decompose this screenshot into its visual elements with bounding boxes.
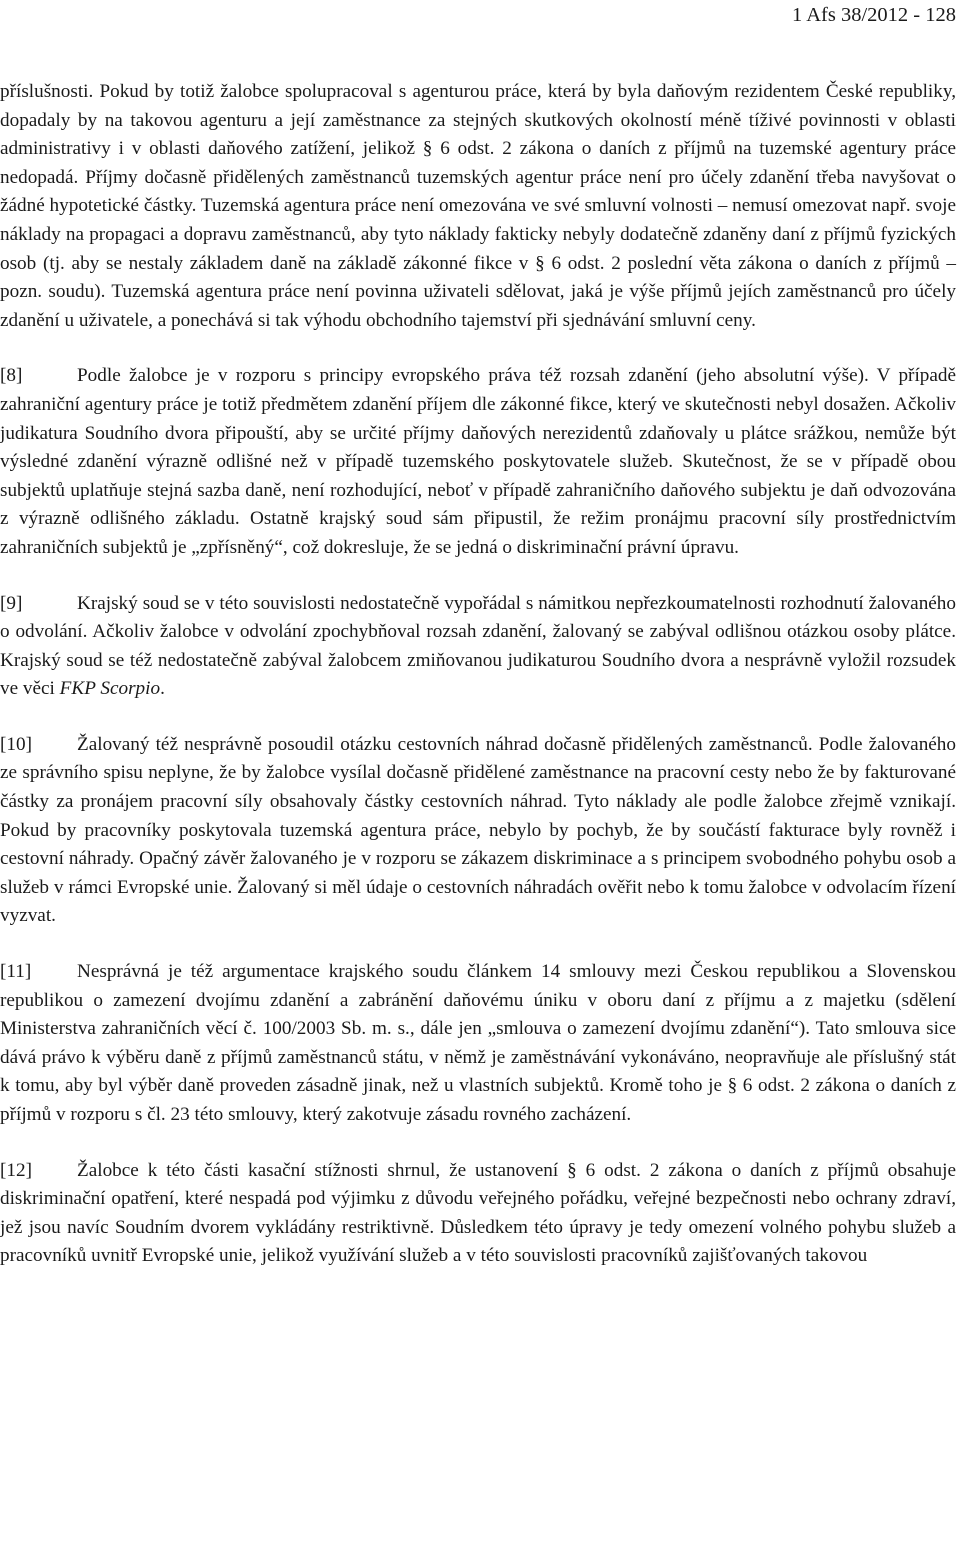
paragraph-number: [10] [0, 733, 32, 755]
paragraph-text: Žalobce k této části kasační stížnosti shrnul, že ustanovení § 6 odst. 2 zákona o daních z příjmů obsahuje diskriminační opatření, které nespadá pod výjimku z důvodu veřejného pořádku, veřejné bezpečnosti nebo ochrany zdraví, jež jsou navíc Soudním dvorem vykládány restriktivně. Důsledkem této úpravy je tedy omezení volného pohybu služeb a pracovníků uvnitř Evropské unie, jelikož využívání služeb a v této souvislosti pracovníků zajišťovaných takovou [0, 1159, 956, 1267]
paragraph-number: [9] [0, 592, 23, 614]
paragraph-number: [12] [0, 1159, 32, 1181]
paragraph-number: [8] [0, 365, 23, 387]
case-reference: 1 Afs 38/2012 - 128 [792, 4, 956, 26]
paragraph-text-end: . [160, 678, 165, 700]
paragraph-8 [0, 362, 956, 562]
paragraph-text: Žalovaný též nesprávně posoudil otázku cestovních náhrad dočasně přidělených zaměstnanců. Podle žalovaného ze správního spisu neplyne, že by žalobce vysílal dočasně přidělené zaměstnance na pracovní cesty nebo že by fakturované částky za pronájem pracovní síly obsahovaly částky cestovních náhrad. Tyto náklady ale podle žalobce zřejmě vznikají. Pokud by pracovníky poskytovala tuzemská agentura práce, nebylo by pochyb, že by součástí fakturace byly rovněž i cestovní náhrady. Opačný závěr žalovaného je v rozporu se zákazem diskriminace a s principem svobodného pohybu osob a služeb v rámci Evropské unie. Žalovaný si měl údaje o cestovních náhradách ověřit nebo k tomu žalobce v odvolacím řízení vyzvat. [0, 733, 956, 927]
document-body [0, 78, 956, 1298]
paragraph-continuation [0, 78, 956, 335]
paragraph-text: Nesprávná je též argumentace krajského soudu článkem 14 smlouvy mezi Českou republikou a Slovenskou republikou o zamezení dvojímu zdanění a zabránění daňovému úniku v oboru daní z příjmu a z majetku (sdělení Ministerstva zahraničních věcí č. 100/2003 Sb. m. s., dále jen „smlouva o zamezení dvojímu zdanění“). Tato smlouva sice dává právo k výběru daně z příjmů zaměstnanců státu, v němž je zaměstnávání vykonáváno, neopravňuje ale příslušný stát k tomu, aby byl výběr daně proveden zásadně jinak, než u vlastních subjektů. Kromě toho je § 6 odst. 2 zákona o daních z příjmů v rozporu s čl. 23 této smlouvy, který zakotvuje zásadu rovného zacházení. [0, 961, 956, 1125]
paragraph-text: Krajský soud se v této souvislosti nedostatečně vypořádal s námitkou nepřezkoumatelnosti rozhodnutí žalovaného o odvolání. Ačkoliv žalobce v odvolání zpochybňoval rozsah zdanění, žalovaný se zabýval odlišnou otázkou osoby plátce. Krajský soud se též nedostatečně zabýval žalobcem zmiňovanou judikaturou Soudního dvora a nesprávně vyložil rozsudek ve věci [0, 592, 956, 700]
paragraph-9 [0, 590, 956, 704]
paragraph-text: Podle žalobce je v rozporu s principy evropského práva též rozsah zdanění (jeho absolutní výše). V případě zahraniční agentury práce je totiž předmětem zdanění příjem dle zákonné fikce, který ve skutečnosti nebyl dosažen. Ačkoliv judikatura Soudního dvora připouští, aby se určité příjmy daňových nerezidentů zdaňovaly u plátce srážkou, nemůže být výsledné zdanění výrazně odlišné než v případě tuzemského poskytovatele služeb. Skutečnost, že se v případě obou subjektů uplatňuje stejná sazba daně, není rozhodující, neboť v případě zahraničního daňového subjektu je daň odvozována z výrazně odlišného základu. Ostatně krajský soud sám připustil, že režim pronájmu pracovní síly prostřednictvím zahraničních subjektů je „zpřísněný“, což dokresluje, že se jedná o diskriminační právní úpravu. [0, 365, 956, 558]
paragraph-10 [0, 731, 956, 931]
paragraph-text: příslušnosti. Pokud by totiž žalobce spolupracoval s agenturou práce, která by byla daňovým rezidentem České republiky, dopadaly by na takovou agenturu a její zaměstnance za stejných skutkových okolností méně tíživé povinnosti v oblasti administrativy i v oblasti daňového zatížení, jelikož § 6 odst. 2 zákona o daních z příjmů na tuzemské agentury práce nedopadá. Příjmy dočasně přidělených zaměstnanců tuzemských agentur práce není pro účely zdanění třeba navyšovat o žádné hypotetické částky. Tuzemská agentura práce není omezována ve své smluvní volnosti – nemusí omezovat např. svoje náklady na propagaci a dopravu zaměstnanců, aby tyto náklady fakticky nebyly dodatečně zdaněny daní z příjmů fyzických osob (tj. aby se nestaly základem daně na základě zákonné fikce v § 6 odst. 2 poslední věta zákona o daních z příjmů – pozn. soudu). Tuzemská agentura práce není povinna uživateli sdělovat, jaká je výše příjmů jejích zaměstnanců pro účely zdanění u uživatele, a ponechává si tak výhodu obchodního tajemství při sjednávání smluvní ceny. [0, 81, 956, 331]
paragraph-11 [0, 958, 956, 1130]
case-name: FKP Scorpio [59, 678, 161, 700]
paragraph-number: [11] [0, 961, 32, 983]
paragraph-12 [0, 1157, 956, 1271]
